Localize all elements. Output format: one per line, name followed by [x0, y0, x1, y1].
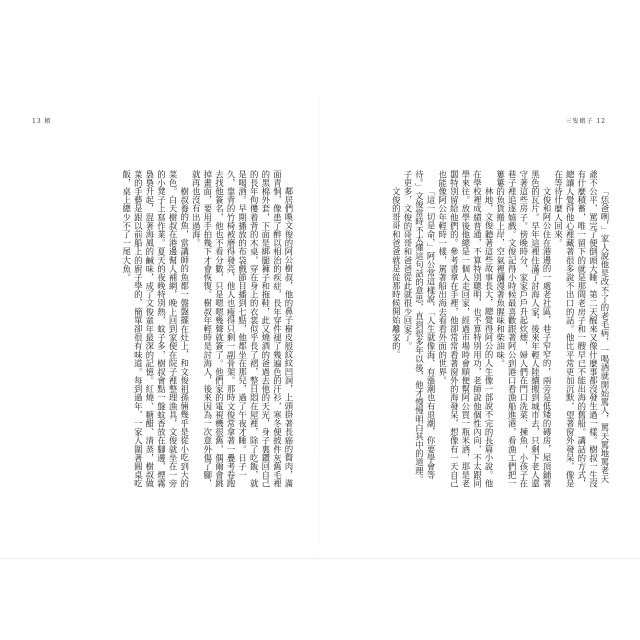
right-paragraph: 「恁爸咧，」家人說他是改不了的老毛病，一喝酒就開始罵人，罵天罵地罵老天爺不公平，罵完了便倒頭大睡，第二天醒來又像什麼事都沒發生過一樣。樹叔一生沒有什麼積蓄，唯一留下的就是那間老房子和一艘早已不能出海的舊船。講話的方式，總讓人覺得他心裡藏著很多說不出口的話。他比平常更加沉默，望著窗外發呆，像是在等待什麼人回來。 [553, 170, 610, 488]
right-page [320, 0, 640, 640]
right-page-folio: 三隻蝦子 12 [565, 118, 606, 125]
page-bottom-edge [0, 558, 640, 559]
right-page-body [334, 170, 610, 490]
right-paragraph: 文俊和阿公住在港邊的一處老社區，巷子窄窄的，兩旁是低矮的磚房，屋頂鋪著黑色的瓦片。早年這裡住滿了討海人家，後來年輕人陸續搬到城市去，只剩下老人還守著這些房子。傍晚時分，家家戶戶升起炊煙，婦人們在門口洗菜、揀魚，小孩子在巷子裡追逐嬉戲。文俊記得小時候最喜歡跟著阿公到港口看漁船進港，看漁工們把一簍簍的魚貨搬上岸，空氣裡瀰漫著魚腥味和柴油味。 [495, 170, 553, 488]
right-paragraph: 文俊的哥哥和爸爸就是從那時候開始離家的。 [391, 186, 402, 359]
left-page-body [26, 170, 294, 490]
left-paragraph: 鄰居們喚文俊的阿公樹叔，他的鼻子樹皮般紋紋凹洞，上頭掛著長癌的贅肉，滿面青恫，像患了醉以相治的疾症，長年穿件褪了幾遍色的汗衫，寒冬便披件灰舊毛裡的黑棉外套，下面是綁腿褲子和拖鞋，此又燒酒的爸過去他的天光，身子裏鑽回自己的長年佝僂着背的木桌，穿在身上的衣裳似乎長了褶，整日悶在屋裡，除了吃飯，就是喝酒。早期播放的布袋戲節目播到七點，他都坐在那兒，過了午夜才睡。日子一久，靠背的竹椅被磨得發亮，他人也瘦得只剩一副骨架。那時文俊常拿著一疊考卷跑去找他簽名，他也不看分數，只是嗯嗯幾聲就簽了。他們家的電視機很舊，偶爾會跳掉畫面，要用手拍幾下才會恢復。樹叔年輕時是討海人，後來因為一次意外傷了腳，就再也沒有出過海。 [191, 170, 294, 488]
right-paragraph: 林地，文俊聽著這些故事長大，總覺得阿公的人生像一部說不完的長篇小說。他在學校裡成績普通，不算特別聰明，也不算特別用功，老師說他個性內向，不太跟同學來往。放學後他總是一個人走回家，經過市場時會順便幫阿公買一瓶米酒，那是老闆特別留給他們的。參考書拿在手裡，他卻常常看著窗外的海發呆，想像有一天自己也能像阿公年輕時一樣，駕著船出海去看看外面的世界。 [437, 170, 495, 488]
left-page-folio: 13 蝦 [32, 118, 52, 125]
left-paragraph: 樹叔養的魚，當講師的魚都一盤盤擺在灶上，和文俊祖孫倆幾乎是從小吃到大的菜色。白天樹叔在港邊幫人補網，晚上回到家便在院子裡整理漁具，文俊就坐在一旁的小凳子上寫作業。夏天的夜晚特別熱，蚊子多，樹叔會點一盤蚊香放在腳邊，煙霧裊裊升起，混著海風的鹹味，成了文俊童年最深的記憶。紅燒、糖醋、清蒸，樹叔做菜的手藝是跟以前船上的廚子學的，簡單卻很有味道。每到過年，一家人圍著圓桌吃飯，桌上總少不了一尾大魚。 [121, 170, 190, 488]
right-paragraph: 「這一切是命，」阿公常這樣說，「人生就像海，有漲潮也有退潮，你要學會等待。」文俊當時不太懂這句話的意思，直到很多年以後，他才慢慢明白其中的道理。子更多，文俊的哥哥和爸爸從此就很少回家了。 [402, 170, 437, 484]
